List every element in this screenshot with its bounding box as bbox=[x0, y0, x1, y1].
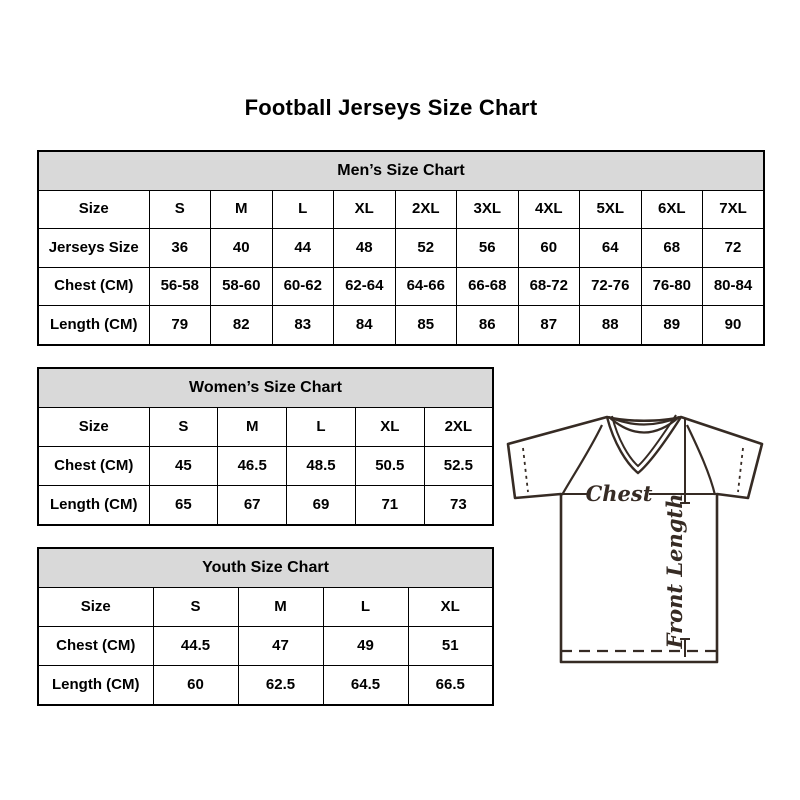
value-cell: 82 bbox=[211, 306, 273, 345]
value-cell: 62-64 bbox=[334, 267, 396, 306]
value-cell: 68 bbox=[641, 229, 703, 268]
value-cell: L bbox=[272, 190, 334, 229]
value-cell: 60-62 bbox=[272, 267, 334, 306]
row-label-cell: Chest (CM) bbox=[38, 267, 149, 306]
value-cell: 49 bbox=[323, 627, 408, 666]
value-cell: 45 bbox=[149, 447, 218, 486]
value-cell: 48 bbox=[334, 229, 396, 268]
value-cell: 64.5 bbox=[323, 666, 408, 706]
row-label-cell: Chest (CM) bbox=[38, 447, 149, 486]
value-cell: M bbox=[238, 588, 323, 627]
value-cell: S bbox=[149, 408, 218, 447]
value-cell: XL bbox=[408, 588, 493, 627]
value-cell: 89 bbox=[641, 306, 703, 345]
value-cell: 72-76 bbox=[580, 267, 642, 306]
value-cell: 6XL bbox=[641, 190, 703, 229]
value-cell: 3XL bbox=[457, 190, 519, 229]
value-cell: 86 bbox=[457, 306, 519, 345]
men-table-title: Men’s Size Chart bbox=[38, 151, 764, 190]
value-cell: 44.5 bbox=[153, 627, 238, 666]
jersey-outline bbox=[508, 417, 762, 662]
value-cell: 44 bbox=[272, 229, 334, 268]
table-header-row bbox=[38, 368, 493, 408]
right-cuff-stitch bbox=[738, 448, 743, 492]
youth-table-title: Youth Size Chart bbox=[38, 548, 493, 588]
women-table-title: Women’s Size Chart bbox=[38, 368, 493, 408]
table-row bbox=[38, 408, 493, 447]
value-cell: 52.5 bbox=[424, 447, 493, 486]
table-header-row bbox=[38, 151, 764, 190]
table-row bbox=[38, 447, 493, 486]
value-cell: 56 bbox=[457, 229, 519, 268]
value-cell: 52 bbox=[395, 229, 457, 268]
value-cell: 64 bbox=[580, 229, 642, 268]
value-cell: XL bbox=[355, 408, 424, 447]
value-cell: 46.5 bbox=[218, 447, 287, 486]
table-row bbox=[38, 306, 764, 345]
value-cell: 58-60 bbox=[211, 267, 273, 306]
youth-size-table bbox=[37, 547, 494, 706]
value-cell: L bbox=[323, 588, 408, 627]
front-length-label: Front Length bbox=[662, 493, 687, 649]
row-label-cell: Size bbox=[38, 588, 153, 627]
value-cell: L bbox=[287, 408, 356, 447]
value-cell: M bbox=[218, 408, 287, 447]
value-cell: 2XL bbox=[424, 408, 493, 447]
table-row bbox=[38, 588, 493, 627]
value-cell: 60 bbox=[518, 229, 580, 268]
value-cell: M bbox=[211, 190, 273, 229]
value-cell: 64-66 bbox=[395, 267, 457, 306]
value-cell: 79 bbox=[149, 306, 211, 345]
value-cell: S bbox=[153, 588, 238, 627]
row-label-cell: Chest (CM) bbox=[38, 627, 153, 666]
table-row bbox=[38, 627, 493, 666]
value-cell: 5XL bbox=[580, 190, 642, 229]
value-cell: 60 bbox=[153, 666, 238, 706]
right-sleeve-seam bbox=[687, 425, 715, 495]
row-label-cell: Length (CM) bbox=[38, 306, 149, 345]
table-row bbox=[38, 486, 493, 526]
left-cuff-stitch bbox=[523, 448, 528, 492]
value-cell: 69 bbox=[287, 486, 356, 526]
value-cell: 83 bbox=[272, 306, 334, 345]
value-cell: 72 bbox=[703, 229, 765, 268]
chest-label: Chest bbox=[585, 481, 653, 506]
value-cell: 48.5 bbox=[287, 447, 356, 486]
value-cell: 84 bbox=[334, 306, 396, 345]
table-row bbox=[38, 666, 493, 706]
page-title: Football Jerseys Size Chart bbox=[244, 95, 538, 120]
value-cell: 66-68 bbox=[457, 267, 519, 306]
value-cell: 4XL bbox=[518, 190, 580, 229]
row-label-cell: Size bbox=[38, 408, 149, 447]
value-cell: 67 bbox=[218, 486, 287, 526]
value-cell: 80-84 bbox=[703, 267, 765, 306]
value-cell: 71 bbox=[355, 486, 424, 526]
value-cell: 85 bbox=[395, 306, 457, 345]
value-cell: 90 bbox=[703, 306, 765, 345]
value-cell: 40 bbox=[211, 229, 273, 268]
value-cell: 76-80 bbox=[641, 267, 703, 306]
row-label-cell: Jerseys Size bbox=[38, 229, 149, 268]
row-label-cell: Length (CM) bbox=[38, 486, 149, 526]
value-cell: 36 bbox=[149, 229, 211, 268]
mens-size-table bbox=[37, 150, 765, 346]
value-cell: 56-58 bbox=[149, 267, 211, 306]
table-row bbox=[38, 190, 764, 229]
value-cell: 73 bbox=[424, 486, 493, 526]
row-label-cell: Length (CM) bbox=[38, 666, 153, 706]
value-cell: 51 bbox=[408, 627, 493, 666]
value-cell: 87 bbox=[518, 306, 580, 345]
value-cell: 68-72 bbox=[518, 267, 580, 306]
jersey-measurement-diagram bbox=[498, 406, 770, 668]
value-cell: 65 bbox=[149, 486, 218, 526]
table-row bbox=[38, 267, 764, 306]
womens-size-table bbox=[37, 367, 494, 526]
value-cell: 2XL bbox=[395, 190, 457, 229]
value-cell: 88 bbox=[580, 306, 642, 345]
row-label-cell: Size bbox=[38, 190, 149, 229]
table-header-row bbox=[38, 548, 493, 588]
value-cell: 50.5 bbox=[355, 447, 424, 486]
table-row bbox=[38, 229, 764, 268]
value-cell: S bbox=[149, 190, 211, 229]
value-cell: 47 bbox=[238, 627, 323, 666]
value-cell: 7XL bbox=[703, 190, 765, 229]
value-cell: XL bbox=[334, 190, 396, 229]
value-cell: 62.5 bbox=[238, 666, 323, 706]
value-cell: 66.5 bbox=[408, 666, 493, 706]
